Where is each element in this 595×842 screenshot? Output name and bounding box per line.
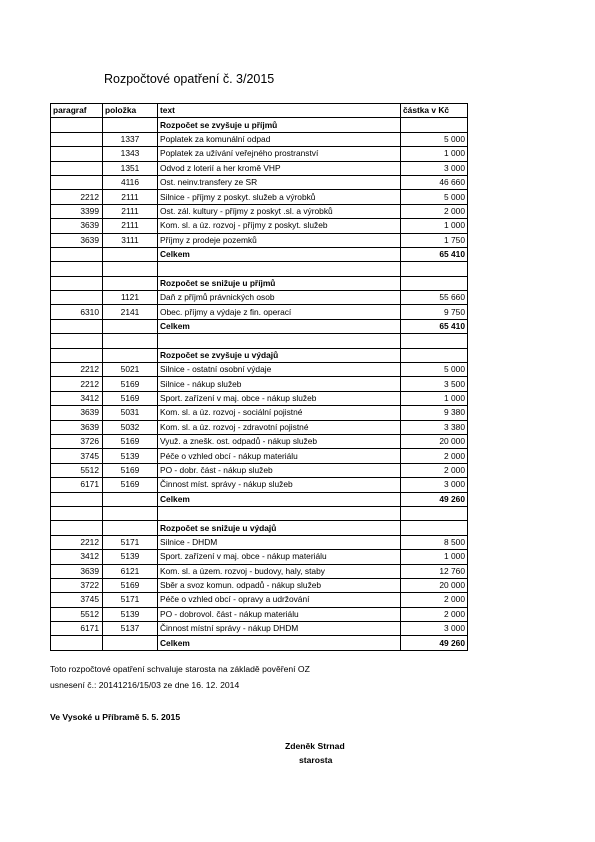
cell-text: Rozpočet se snižuje u výdajů: [158, 521, 401, 535]
cell-paragraf: [51, 506, 103, 520]
cell-paragraf: [51, 262, 103, 276]
cell-castka: 49 260: [401, 492, 468, 506]
cell-text: Celkem: [158, 247, 401, 261]
budget-table: [50, 103, 468, 651]
cell-text: Sběr a svoz komun. odpadů - nákup služeb: [158, 578, 401, 592]
cell-polozka: 1351: [103, 161, 158, 175]
cell-castka: 5 000: [401, 363, 468, 377]
cell-paragraf: 3639: [51, 406, 103, 420]
table-row: [51, 434, 468, 448]
cell-polozka: 5032: [103, 420, 158, 434]
cell-castka: 20 000: [401, 434, 468, 448]
cell-polozka: [103, 506, 158, 520]
cell-castka: 2 000: [401, 463, 468, 477]
cell-text: Rozpočet se snižuje u příjmů: [158, 276, 401, 290]
cell-polozka: 1121: [103, 291, 158, 305]
cell-paragraf: 3745: [51, 449, 103, 463]
cell-polozka: [103, 276, 158, 290]
table-body: [51, 118, 468, 650]
document-title: Rozpočtové opatření č. 3/2015: [104, 72, 275, 86]
table-row: [51, 535, 468, 549]
cell-text: Celkem: [158, 492, 401, 506]
cell-paragraf: 6171: [51, 478, 103, 492]
cell-text: Celkem: [158, 636, 401, 650]
cell-paragraf: 3412: [51, 391, 103, 405]
cell-paragraf: 3722: [51, 578, 103, 592]
cell-paragraf: 2212: [51, 190, 103, 204]
table-row: [51, 492, 468, 506]
cell-polozka: 1337: [103, 132, 158, 146]
cell-paragraf: [51, 348, 103, 362]
cell-castka: 2 000: [401, 593, 468, 607]
cell-castka: 2 000: [401, 449, 468, 463]
table-row: [51, 247, 468, 261]
table-row: [51, 161, 468, 175]
cell-paragraf: 3639: [51, 233, 103, 247]
cell-polozka: 5169: [103, 463, 158, 477]
header-text: text: [158, 104, 401, 118]
signer-role: starosta: [299, 755, 333, 765]
table-row: [51, 262, 468, 276]
table-row: [51, 478, 468, 492]
cell-polozka: 5031: [103, 406, 158, 420]
cell-text: PO - dobr. část - nákup služeb: [158, 463, 401, 477]
table-row: [51, 147, 468, 161]
cell-castka: 1 750: [401, 233, 468, 247]
cell-castka: [401, 348, 468, 362]
cell-text: Rozpočet se zvyšuje u příjmů: [158, 118, 401, 132]
cell-text: Silnice - příjmy z poskyt. služeb a výrobků: [158, 190, 401, 204]
cell-paragraf: [51, 291, 103, 305]
cell-text: Celkem: [158, 319, 401, 333]
cell-castka: [401, 521, 468, 535]
cell-paragraf: 3639: [51, 564, 103, 578]
table-row: [51, 636, 468, 650]
header-paragraf: paragraf: [51, 104, 103, 118]
cell-text: Kom. sl. a územ. rozvoj - budovy, haly, staby: [158, 564, 401, 578]
cell-paragraf: 6171: [51, 622, 103, 636]
header-castka: částka v Kč: [401, 104, 468, 118]
cell-polozka: 5139: [103, 550, 158, 564]
table-row: [51, 593, 468, 607]
cell-castka: 3 500: [401, 377, 468, 391]
table-row: [51, 204, 468, 218]
cell-paragraf: [51, 175, 103, 189]
cell-paragraf: 5512: [51, 607, 103, 621]
table-row: [51, 132, 468, 146]
cell-text: PO - dobrovol. část - nákup materiálu: [158, 607, 401, 621]
cell-text: [158, 334, 401, 348]
table-row: [51, 506, 468, 520]
cell-polozka: 5171: [103, 535, 158, 549]
cell-polozka: 5169: [103, 377, 158, 391]
cell-text: Kom. sl. a úz. rozvoj - zdravotní pojistné: [158, 420, 401, 434]
cell-paragraf: 5512: [51, 463, 103, 477]
cell-polozka: [103, 636, 158, 650]
cell-castka: 5 000: [401, 132, 468, 146]
cell-castka: 65 410: [401, 319, 468, 333]
cell-paragraf: [51, 319, 103, 333]
cell-text: Poplatek za užívání veřejného prostranství: [158, 147, 401, 161]
cell-castka: [401, 276, 468, 290]
cell-polozka: 1343: [103, 147, 158, 161]
table-row: [51, 348, 468, 362]
cell-paragraf: [51, 161, 103, 175]
cell-castka: 55 660: [401, 291, 468, 305]
cell-paragraf: 3745: [51, 593, 103, 607]
cell-text: Kom. sl. a úz. rozvoj - příjmy z poskyt. služeb: [158, 219, 401, 233]
signer-name: Zdeněk Strnad: [285, 741, 345, 751]
cell-castka: 1 000: [401, 147, 468, 161]
cell-castka: 2 000: [401, 204, 468, 218]
cell-polozka: [103, 319, 158, 333]
cell-paragraf: [51, 636, 103, 650]
cell-polozka: [103, 334, 158, 348]
cell-polozka: [103, 492, 158, 506]
table-row: [51, 305, 468, 319]
cell-castka: 3 380: [401, 420, 468, 434]
cell-polozka: 4116: [103, 175, 158, 189]
table-row: [51, 521, 468, 535]
cell-polozka: 5169: [103, 434, 158, 448]
cell-paragraf: [51, 492, 103, 506]
cell-castka: 1 000: [401, 391, 468, 405]
cell-paragraf: 2212: [51, 377, 103, 391]
cell-polozka: 5139: [103, 607, 158, 621]
table-row: [51, 607, 468, 621]
cell-paragraf: [51, 334, 103, 348]
cell-castka: [401, 334, 468, 348]
approval-note: Toto rozpočtové opatření schvaluje starosta na základě pověření OZ: [50, 664, 310, 674]
cell-polozka: [103, 247, 158, 261]
cell-castka: 20 000: [401, 578, 468, 592]
table-row: [51, 319, 468, 333]
table-row: [51, 118, 468, 132]
table-row: [51, 363, 468, 377]
cell-castka: 12 760: [401, 564, 468, 578]
cell-paragraf: 3726: [51, 434, 103, 448]
cell-paragraf: 2212: [51, 363, 103, 377]
cell-text: [158, 262, 401, 276]
cell-castka: 65 410: [401, 247, 468, 261]
cell-castka: 49 260: [401, 636, 468, 650]
cell-paragraf: [51, 147, 103, 161]
table-row: [51, 276, 468, 290]
cell-text: Příjmy z prodeje pozemků: [158, 233, 401, 247]
cell-polozka: 2141: [103, 305, 158, 319]
cell-paragraf: 3399: [51, 204, 103, 218]
cell-paragraf: 3639: [51, 420, 103, 434]
cell-polozka: [103, 521, 158, 535]
table-row: [51, 550, 468, 564]
cell-castka: 1 000: [401, 219, 468, 233]
cell-castka: 9 380: [401, 406, 468, 420]
table-row: [51, 219, 468, 233]
cell-paragraf: [51, 118, 103, 132]
cell-castka: 5 000: [401, 190, 468, 204]
cell-paragraf: [51, 521, 103, 535]
table-row: [51, 377, 468, 391]
cell-polozka: 5171: [103, 593, 158, 607]
cell-text: Obec. příjmy a výdaje z fin. operací: [158, 305, 401, 319]
cell-castka: 3 000: [401, 622, 468, 636]
cell-polozka: 2111: [103, 219, 158, 233]
cell-paragraf: 3412: [51, 550, 103, 564]
cell-polozka: [103, 118, 158, 132]
table-row: [51, 578, 468, 592]
cell-polozka: 2111: [103, 190, 158, 204]
cell-castka: 3 000: [401, 478, 468, 492]
table-row: [51, 334, 468, 348]
cell-text: Odvod z loterií a her kromě VHP: [158, 161, 401, 175]
table-row: [51, 233, 468, 247]
cell-castka: 2 000: [401, 607, 468, 621]
cell-polozka: 5021: [103, 363, 158, 377]
cell-polozka: 5137: [103, 622, 158, 636]
table-row: [51, 190, 468, 204]
cell-paragraf: 3639: [51, 219, 103, 233]
cell-text: Daň z příjmů právnických osob: [158, 291, 401, 305]
cell-text: Silnice - DHDM: [158, 535, 401, 549]
table-row: [51, 391, 468, 405]
cell-polozka: 2111: [103, 204, 158, 218]
cell-polozka: 5139: [103, 449, 158, 463]
cell-paragraf: 6310: [51, 305, 103, 319]
table-row: [51, 463, 468, 477]
table-row: [51, 564, 468, 578]
cell-paragraf: [51, 247, 103, 261]
cell-polozka: 6121: [103, 564, 158, 578]
cell-castka: 1 000: [401, 550, 468, 564]
resolution-note: usnesení č.: 20141216/15/03 ze dne 16. 12. 2014: [50, 680, 240, 690]
cell-text: Silnice - ostatní osobní výdaje: [158, 363, 401, 377]
table-row: [51, 175, 468, 189]
cell-text: Činnost míst. správy - nákup služeb: [158, 478, 401, 492]
place-and-date: Ve Vysoké u Příbramě 5. 5. 2015: [50, 712, 181, 722]
cell-text: Péče o vzhled obcí - opravy a udržování: [158, 593, 401, 607]
cell-polozka: [103, 348, 158, 362]
table-row: [51, 449, 468, 463]
cell-castka: [401, 118, 468, 132]
cell-castka: 46 660: [401, 175, 468, 189]
header-polozka: položka: [103, 104, 158, 118]
cell-text: Využ. a znešk. ost. odpadů - nákup služeb: [158, 434, 401, 448]
cell-paragraf: 2212: [51, 535, 103, 549]
cell-text: Ost. zál. kultury - příjmy z poskyt .sl. a výrobků: [158, 204, 401, 218]
table-row: [51, 291, 468, 305]
cell-text: Sport. zařízení v maj. obce - nákup služeb: [158, 391, 401, 405]
cell-text: Sport. zařízení v maj. obce - nákup materiálu: [158, 550, 401, 564]
cell-castka: 8 500: [401, 535, 468, 549]
cell-text: Rozpočet se zvyšuje u výdajů: [158, 348, 401, 362]
cell-polozka: 5169: [103, 578, 158, 592]
cell-text: Ost. neinv.transfery ze SR: [158, 175, 401, 189]
table-row: [51, 406, 468, 420]
cell-text: Péče o vzhled obcí - nákup materiálu: [158, 449, 401, 463]
cell-text: Silnice - nákup služeb: [158, 377, 401, 391]
cell-castka: 3 000: [401, 161, 468, 175]
cell-polozka: 5169: [103, 391, 158, 405]
cell-text: [158, 506, 401, 520]
cell-text: Činnost místní správy - nákup DHDM: [158, 622, 401, 636]
cell-castka: 9 750: [401, 305, 468, 319]
cell-polozka: 3111: [103, 233, 158, 247]
cell-castka: [401, 262, 468, 276]
cell-text: Poplatek za komunální odpad: [158, 132, 401, 146]
table-header-row: [51, 104, 468, 118]
cell-polozka: [103, 262, 158, 276]
cell-castka: [401, 506, 468, 520]
cell-polozka: 5169: [103, 478, 158, 492]
table-row: [51, 622, 468, 636]
cell-text: Kom. sl. a úz. rozvoj - sociální pojistné: [158, 406, 401, 420]
table-row: [51, 420, 468, 434]
cell-paragraf: [51, 276, 103, 290]
cell-paragraf: [51, 132, 103, 146]
